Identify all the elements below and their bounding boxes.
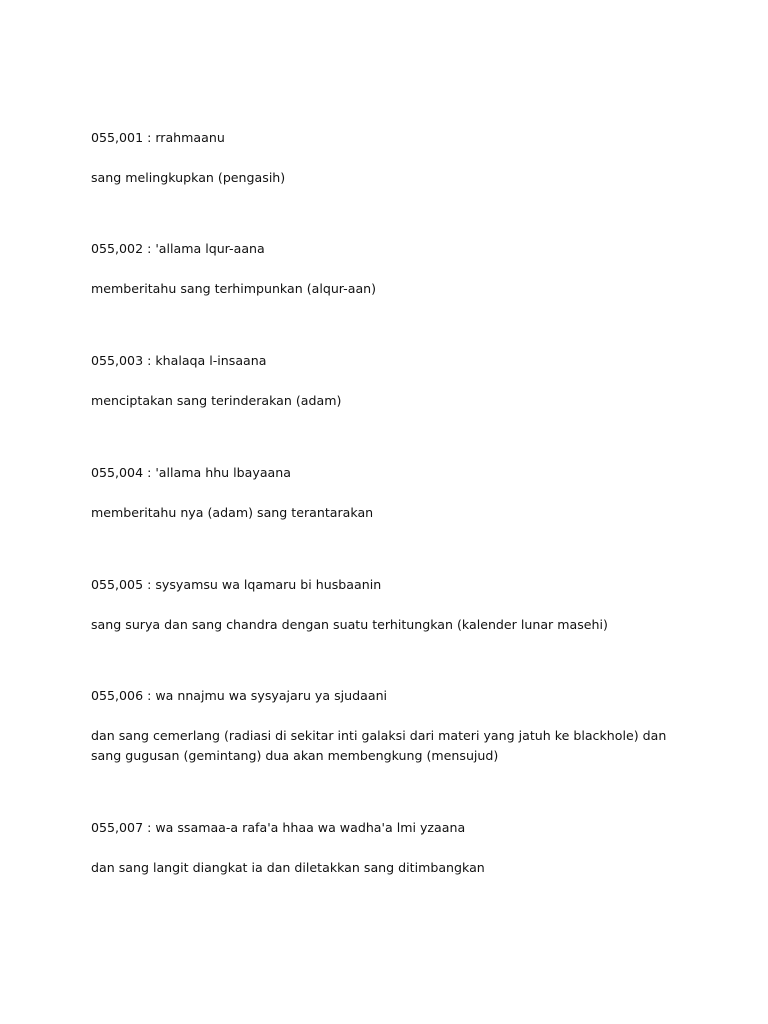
verse-block	[91, 686, 691, 766]
verse-transliteration: 055,004 : 'allama hhu lbayaana	[91, 465, 291, 480]
verse-block	[91, 463, 691, 523]
verse-meaning: memberitahu sang terhimpunkan (alqur-aan)	[91, 281, 377, 296]
verse-meaning: menciptakan sang terinderakan (adam)	[91, 393, 342, 408]
verse-transliteration: 055,003 : khalaqa l-insaana	[91, 353, 267, 368]
verse-meaning: memberitahu nya (adam) sang terantarakan	[91, 505, 374, 520]
verse-transliteration: 055,002 : 'allama lqur-aana	[91, 241, 265, 256]
verse-meaning: sang surya dan sang chandra dengan suatu terhitungkan (kalender lunar masehi)	[91, 617, 608, 632]
verse-transliteration: 055,007 : wa ssamaa-a rafa'a hhaa wa wadha'a lmi yzaana	[91, 820, 466, 835]
verse-block	[91, 239, 691, 299]
verse-block	[91, 575, 691, 635]
verse-transliteration: 055,006 : wa nnajmu wa sysyajaru ya sjudaani	[91, 688, 388, 703]
verse-block	[91, 128, 691, 188]
verse-meaning: dan sang cemerlang (radiasi di sekitar inti galaksi dari materi yang jatuh ke blackhole) dan sang gugusan (gemintang) dua akan membengkung (mensujud)	[91, 728, 667, 763]
verse-block	[91, 351, 691, 411]
verse-meaning: sang melingkupkan (pengasih)	[91, 170, 286, 185]
verse-transliteration: 055,001 : rrahmaanu	[91, 130, 225, 145]
verse-transliteration: 055,005 : sysyamsu wa lqamaru bi husbaanin	[91, 577, 382, 592]
verse-meaning: dan sang langit diangkat ia dan diletakkan sang ditimbangkan	[91, 860, 485, 875]
verse-block	[91, 818, 691, 878]
